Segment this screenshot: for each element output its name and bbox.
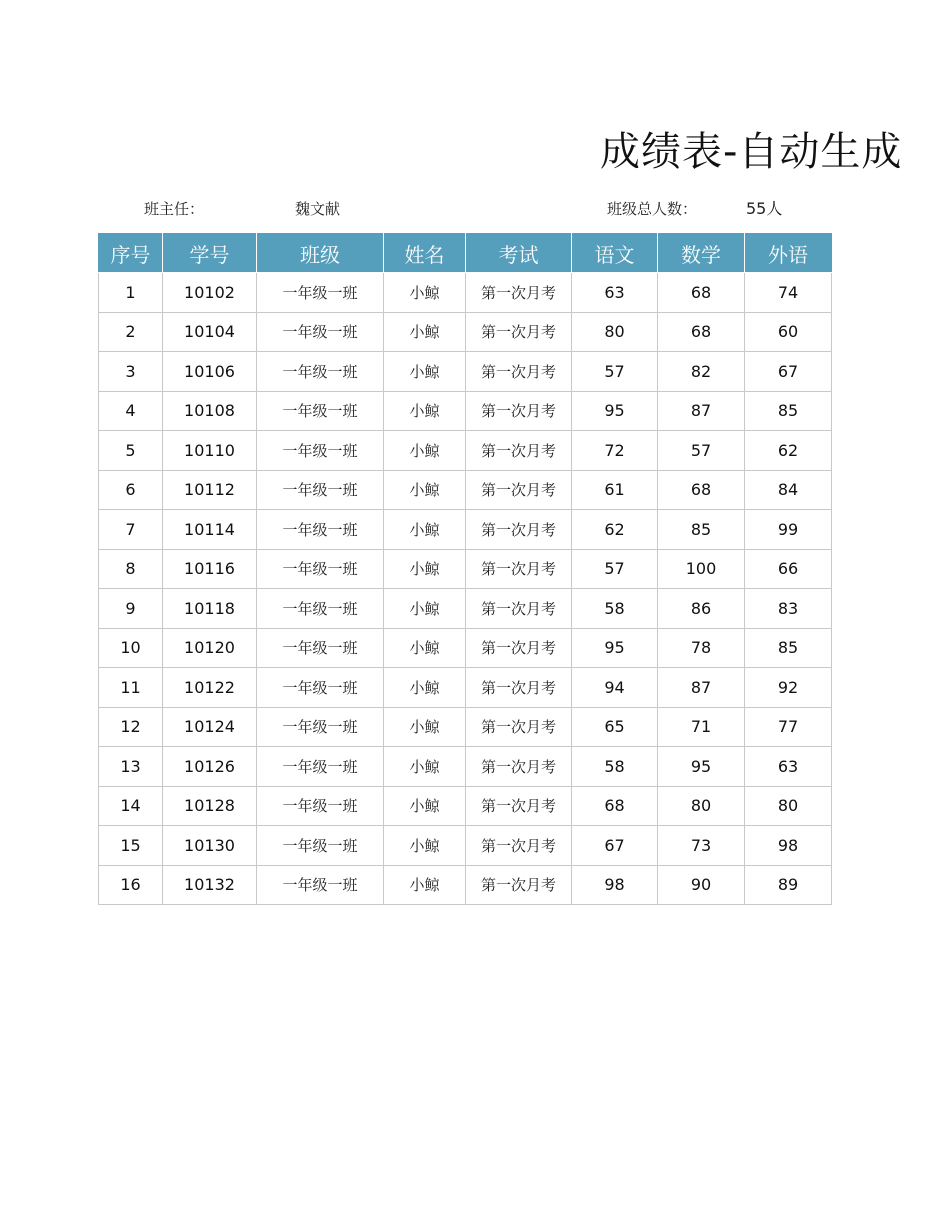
column-header-chinese[interactable]: 语文 <box>572 234 658 273</box>
cell-name[interactable]: 小鲸 <box>384 707 466 747</box>
cell-foreign-language[interactable]: 92 <box>745 668 832 708</box>
cell-index[interactable]: 14 <box>99 786 163 826</box>
table-row <box>99 273 832 313</box>
cell-class[interactable]: 一年级一班 <box>257 431 384 471</box>
cell-name[interactable]: 小鲸 <box>384 826 466 866</box>
cell-name[interactable]: 小鲸 <box>384 312 466 352</box>
table-row <box>99 865 832 905</box>
cell-math[interactable]: 85 <box>658 510 745 550</box>
cell-class[interactable]: 一年级一班 <box>257 273 384 313</box>
cell-index[interactable]: 11 <box>99 668 163 708</box>
cell-name[interactable]: 小鲸 <box>384 589 466 629</box>
cell-chinese[interactable]: 61 <box>572 470 658 510</box>
cell-math[interactable]: 87 <box>658 668 745 708</box>
cell-chinese[interactable]: 58 <box>572 747 658 787</box>
cell-name[interactable]: 小鲸 <box>384 668 466 708</box>
cell-class[interactable]: 一年级一班 <box>257 747 384 787</box>
cell-class[interactable]: 一年级一班 <box>257 589 384 629</box>
cell-student-id[interactable]: 10120 <box>163 628 257 668</box>
cell-exam[interactable]: 第一次月考 <box>466 747 572 787</box>
cell-name[interactable]: 小鲸 <box>384 510 466 550</box>
cell-exam[interactable]: 第一次月考 <box>466 273 572 313</box>
column-header-class[interactable]: 班级 <box>257 234 384 273</box>
teacher-name: 魏文献 <box>295 200 341 218</box>
cell-student-id[interactable]: 10132 <box>163 865 257 905</box>
cell-index[interactable]: 8 <box>99 549 163 589</box>
cell-index[interactable]: 10 <box>99 628 163 668</box>
table-row <box>99 510 832 550</box>
cell-foreign-language[interactable]: 66 <box>745 549 832 589</box>
cell-chinese[interactable]: 65 <box>572 707 658 747</box>
cell-foreign-language[interactable]: 77 <box>745 707 832 747</box>
cell-class[interactable]: 一年级一班 <box>257 470 384 510</box>
cell-student-id[interactable]: 10104 <box>163 312 257 352</box>
cell-name[interactable]: 小鲸 <box>384 273 466 313</box>
grades-table <box>98 233 832 905</box>
column-header-name[interactable]: 姓名 <box>384 234 466 273</box>
class-total-label: 班级总人数： <box>607 200 698 218</box>
cell-index[interactable]: 13 <box>99 747 163 787</box>
cell-name[interactable]: 小鲸 <box>384 470 466 510</box>
cell-exam[interactable]: 第一次月考 <box>466 470 572 510</box>
cell-exam[interactable]: 第一次月考 <box>466 510 572 550</box>
column-header-student-id[interactable]: 学号 <box>163 234 257 273</box>
cell-foreign-language[interactable]: 98 <box>745 826 832 866</box>
cell-student-id[interactable]: 10128 <box>163 786 257 826</box>
cell-student-id[interactable]: 10124 <box>163 707 257 747</box>
cell-chinese[interactable]: 80 <box>572 312 658 352</box>
cell-class[interactable]: 一年级一班 <box>257 786 384 826</box>
cell-exam[interactable]: 第一次月考 <box>466 786 572 826</box>
cell-math[interactable]: 95 <box>658 747 745 787</box>
cell-foreign-language[interactable]: 89 <box>745 865 832 905</box>
table-row <box>99 707 832 747</box>
cell-chinese[interactable]: 95 <box>572 391 658 431</box>
cell-chinese[interactable]: 58 <box>572 589 658 629</box>
title-container <box>600 124 903 180</box>
cell-student-id[interactable]: 10102 <box>163 273 257 313</box>
cell-exam[interactable]: 第一次月考 <box>466 549 572 589</box>
cell-index[interactable]: 4 <box>99 391 163 431</box>
cell-chinese[interactable]: 95 <box>572 628 658 668</box>
cell-exam[interactable]: 第一次月考 <box>466 826 572 866</box>
cell-chinese[interactable]: 67 <box>572 826 658 866</box>
cell-math[interactable]: 68 <box>658 312 745 352</box>
cell-name[interactable]: 小鲸 <box>384 352 466 392</box>
cell-foreign-language[interactable]: 85 <box>745 391 832 431</box>
cell-exam[interactable]: 第一次月考 <box>466 431 572 471</box>
cell-math[interactable]: 78 <box>658 628 745 668</box>
column-header-index[interactable]: 序号 <box>99 234 163 273</box>
cell-math[interactable]: 71 <box>658 707 745 747</box>
cell-chinese[interactable]: 72 <box>572 431 658 471</box>
cell-chinese[interactable]: 98 <box>572 865 658 905</box>
cell-name[interactable]: 小鲸 <box>384 865 466 905</box>
cell-index[interactable]: 7 <box>99 510 163 550</box>
cell-student-id[interactable]: 10122 <box>163 668 257 708</box>
table-row <box>99 589 832 629</box>
cell-student-id[interactable]: 10110 <box>163 431 257 471</box>
cell-chinese[interactable]: 94 <box>572 668 658 708</box>
cell-class[interactable]: 一年级一班 <box>257 391 384 431</box>
cell-index[interactable]: 9 <box>99 589 163 629</box>
cell-name[interactable]: 小鲸 <box>384 431 466 471</box>
class-total-value: 55人 <box>746 199 783 218</box>
table-row <box>99 826 832 866</box>
cell-chinese[interactable]: 57 <box>572 352 658 392</box>
table-row <box>99 312 832 352</box>
cell-student-id[interactable]: 10112 <box>163 470 257 510</box>
cell-exam[interactable]: 第一次月考 <box>466 352 572 392</box>
cell-foreign-language[interactable]: 80 <box>745 786 832 826</box>
table-row <box>99 391 832 431</box>
cell-chinese[interactable]: 68 <box>572 786 658 826</box>
cell-student-id[interactable]: 10118 <box>163 589 257 629</box>
cell-student-id[interactable]: 10108 <box>163 391 257 431</box>
cell-class[interactable]: 一年级一班 <box>257 628 384 668</box>
column-header-exam[interactable]: 考试 <box>466 234 572 273</box>
cell-chinese[interactable]: 57 <box>572 549 658 589</box>
table-row <box>99 747 832 787</box>
cell-student-id[interactable]: 10106 <box>163 352 257 392</box>
table-row <box>99 668 832 708</box>
cell-class[interactable]: 一年级一班 <box>257 510 384 550</box>
cell-student-id[interactable]: 10126 <box>163 747 257 787</box>
cell-class[interactable]: 一年级一班 <box>257 549 384 589</box>
cell-math[interactable]: 86 <box>658 589 745 629</box>
cell-foreign-language[interactable]: 99 <box>745 510 832 550</box>
cell-name[interactable]: 小鲸 <box>384 391 466 431</box>
cell-index[interactable]: 3 <box>99 352 163 392</box>
cell-name[interactable]: 小鲸 <box>384 786 466 826</box>
cell-class[interactable]: 一年级一班 <box>257 312 384 352</box>
cell-class[interactable]: 一年级一班 <box>257 352 384 392</box>
column-header-math[interactable]: 数学 <box>658 234 745 273</box>
cell-exam[interactable]: 第一次月考 <box>466 865 572 905</box>
cell-chinese[interactable]: 62 <box>572 510 658 550</box>
cell-math[interactable]: 80 <box>658 786 745 826</box>
teacher-label: 班主任： <box>144 200 205 218</box>
cell-name[interactable]: 小鲸 <box>384 549 466 589</box>
cell-foreign-language[interactable]: 63 <box>745 747 832 787</box>
cell-foreign-language[interactable]: 74 <box>745 273 832 313</box>
cell-class[interactable]: 一年级一班 <box>257 826 384 866</box>
cell-foreign-language[interactable]: 84 <box>745 470 832 510</box>
table-body <box>99 273 832 905</box>
cell-math[interactable]: 82 <box>658 352 745 392</box>
table-row <box>99 628 832 668</box>
cell-math[interactable]: 68 <box>658 273 745 313</box>
column-header-foreign-language[interactable]: 外语 <box>745 234 832 273</box>
cell-index[interactable]: 2 <box>99 312 163 352</box>
cell-exam[interactable]: 第一次月考 <box>466 391 572 431</box>
cell-math[interactable]: 57 <box>658 431 745 471</box>
cell-exam[interactable]: 第一次月考 <box>466 589 572 629</box>
cell-index[interactable]: 5 <box>99 431 163 471</box>
table-header-row <box>99 234 832 273</box>
cell-index[interactable]: 12 <box>99 707 163 747</box>
cell-name[interactable]: 小鲸 <box>384 628 466 668</box>
cell-foreign-language[interactable]: 67 <box>745 352 832 392</box>
table-row <box>99 470 832 510</box>
cell-math[interactable]: 68 <box>658 470 745 510</box>
cell-class[interactable]: 一年级一班 <box>257 707 384 747</box>
cell-exam[interactable]: 第一次月考 <box>466 707 572 747</box>
cell-index[interactable]: 1 <box>99 273 163 313</box>
cell-student-id[interactable]: 10116 <box>163 549 257 589</box>
table-row <box>99 549 832 589</box>
cell-exam[interactable]: 第一次月考 <box>466 668 572 708</box>
cell-class[interactable]: 一年级一班 <box>257 865 384 905</box>
cell-foreign-language[interactable]: 62 <box>745 431 832 471</box>
cell-exam[interactable]: 第一次月考 <box>466 312 572 352</box>
cell-math[interactable]: 100 <box>658 549 745 589</box>
cell-foreign-language[interactable]: 85 <box>745 628 832 668</box>
cell-student-id[interactable]: 10114 <box>163 510 257 550</box>
page-title: 成绩表-自动生成 <box>600 129 903 175</box>
table-row <box>99 431 832 471</box>
cell-foreign-language[interactable]: 83 <box>745 589 832 629</box>
cell-name[interactable]: 小鲸 <box>384 747 466 787</box>
cell-foreign-language[interactable]: 60 <box>745 312 832 352</box>
cell-chinese[interactable]: 63 <box>572 273 658 313</box>
cell-math[interactable]: 87 <box>658 391 745 431</box>
table-row <box>99 352 832 392</box>
cell-index[interactable]: 6 <box>99 470 163 510</box>
table-row <box>99 786 832 826</box>
cell-exam[interactable]: 第一次月考 <box>466 628 572 668</box>
cell-index[interactable]: 15 <box>99 826 163 866</box>
cell-math[interactable]: 90 <box>658 865 745 905</box>
cell-math[interactable]: 73 <box>658 826 745 866</box>
cell-student-id[interactable]: 10130 <box>163 826 257 866</box>
cell-index[interactable]: 16 <box>99 865 163 905</box>
cell-class[interactable]: 一年级一班 <box>257 668 384 708</box>
